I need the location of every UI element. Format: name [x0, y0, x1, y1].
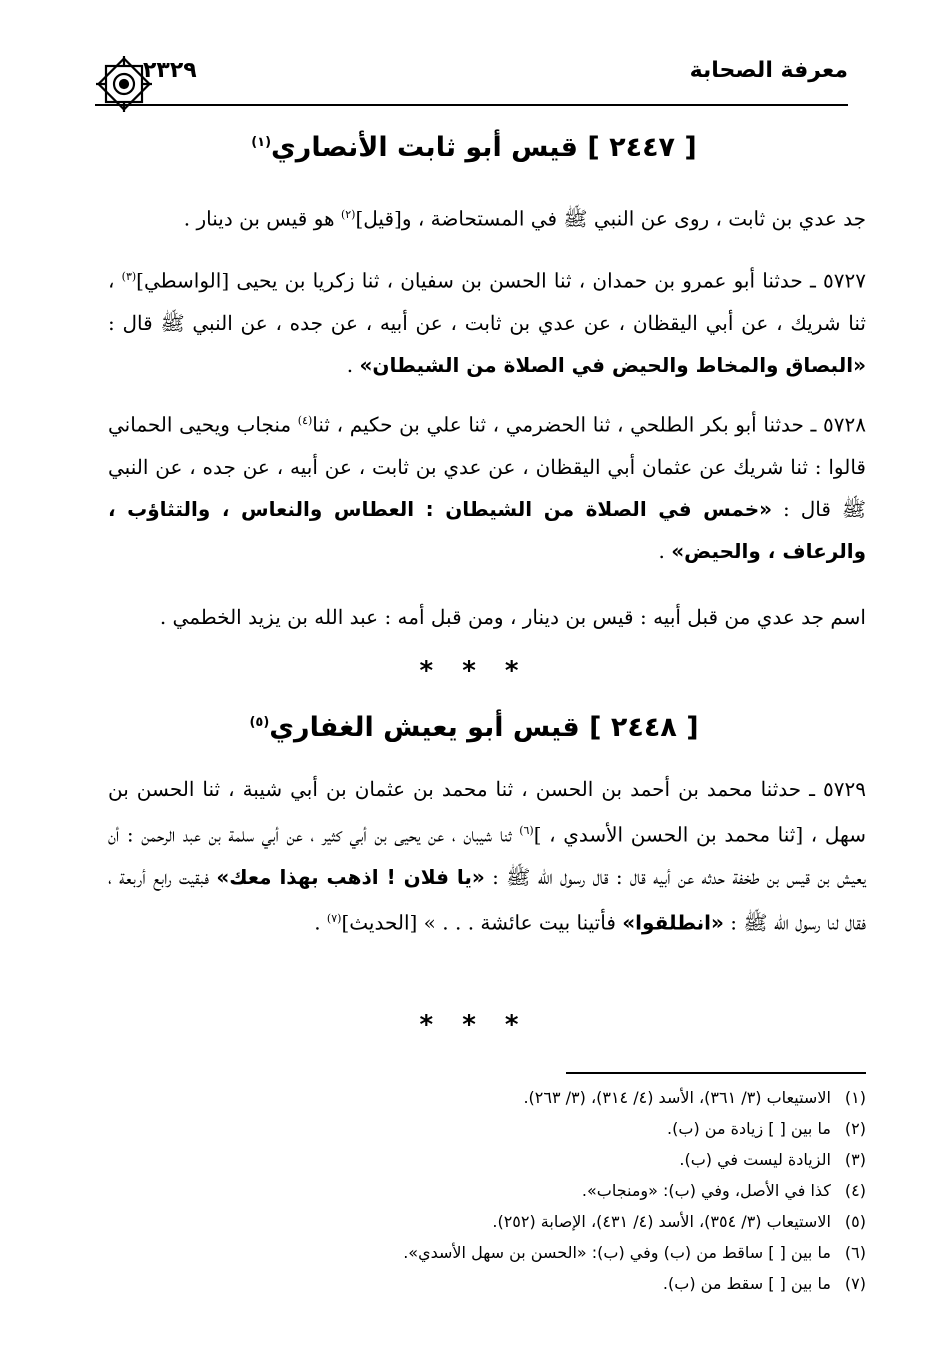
entry-title-text: [ ٢٤٤٨ ] قيس أبو يعيش الغفاري: [269, 712, 699, 743]
footnote-ref[interactable]: (٧): [326, 911, 342, 925]
hadith-text: «انطلقوا»: [622, 910, 724, 935]
footnote-item: [108, 1237, 866, 1268]
entry-title-2447: [100, 132, 848, 163]
footnote-number: (٢): [844, 1119, 866, 1138]
footnote-number: (٦): [844, 1243, 866, 1262]
footnote-text: ما بين [ ] ساقط من (ب) وفي (ب): «الحسن بن سهل الأسدي».: [403, 1243, 831, 1262]
hadith-5727: [108, 256, 866, 386]
footnote-number: (٤): [844, 1181, 866, 1200]
punctuation: .: [346, 352, 360, 377]
punctuation: .: [658, 538, 672, 563]
footnote-divider: [566, 1072, 866, 1074]
hadith-narration: فبقيت رابع أربعة ، فقال لنا رسول الله ﷺ :: [108, 864, 866, 935]
page-number: ٢٣٢٩: [143, 58, 197, 83]
footnote-item: [108, 1113, 866, 1144]
hadith-text: «يا فلان ! اذهب بهذا معك»: [216, 864, 485, 889]
section-separator: * * *: [419, 656, 529, 686]
footnote-text: الزيادة ليست في (ب).: [679, 1150, 831, 1169]
footnote-ref[interactable]: (٤): [297, 414, 313, 427]
footnote-ref[interactable]: (٦): [519, 824, 534, 837]
hadith-text: «خمس في الصلاة من الشيطان : العطاس والنعاس ، والتثاؤب ، والرعاف ، والحيض»: [108, 496, 866, 563]
footnote-text: الاستيعاب (٣/ ٣٥٤)، الأسد (٤/ ٤٣١)، الإصابة (٢٥٢).: [492, 1212, 831, 1231]
footnote-ref[interactable]: (٣): [121, 270, 137, 283]
running-title: معرفة الصحابة: [689, 58, 848, 83]
entry-closing-note: اسم جد عدي من قبل أبيه : قيس بن دينار ، ومن قبل أمه : عبد الله بن يزيد الخطمي .: [159, 605, 866, 629]
hadith-narration-end: فأتينا بيت عائشة . . . » [الحديث]: [341, 910, 623, 935]
footnotes-list: [108, 1082, 866, 1299]
section-separator: * * *: [419, 1010, 529, 1040]
footnote-text: كذا في الأصل، وفي (ب): «ومنجاب».: [581, 1181, 831, 1200]
footnote-ref[interactable]: (٢): [340, 208, 356, 221]
page-header: [95, 58, 848, 106]
entry-intro: [108, 194, 866, 240]
footnote-number: (٣): [844, 1150, 866, 1169]
ornament-icon: [92, 52, 156, 116]
footnote-item: [108, 1144, 866, 1175]
footnote-item: [108, 1268, 866, 1299]
footnote-text: ما بين [ ] سقط من (ب).: [662, 1274, 831, 1293]
footnote-text: الاستيعاب (٣/ ٣٦١)، الأسد (٤/ ٣١٤)، (٣/ ٢٦٣).: [523, 1088, 831, 1107]
footnote-number: (٧): [844, 1274, 866, 1293]
footnote-number: (٥): [844, 1212, 866, 1231]
hadith-chain-cont: ثنا شيبان ، عن يحيى بن أبي كثير ، عن أبي سلمة بن عبد الرحمن : أن يعيش بن قيس بن طخفة حدثه عن أبيه قال : قال رسول الله ﷺ :: [108, 822, 866, 889]
hadith-chain: ٥٧٢٧ ـ حدثنا أبو عمرو بن حمدان ، ثنا الحسن بن سفيان ، ثنا زكريا بن يحيى [الواسطي]: [136, 268, 866, 293]
footnote-ref[interactable]: (١): [251, 135, 272, 150]
hadith-chain-cont: ، ثنا شريك ، عن أبي اليقظان ، عن عدي بن ثابت ، عن أبيه ، عن جده ، عن النبي ﷺ قال :: [108, 268, 866, 335]
hadith-5728: [108, 400, 866, 572]
hadith-text: «البصاق والمخاط والحيض في الصلاة من الشيطان»: [359, 352, 866, 377]
hadith-chain: ٥٧٢٨ ـ حدثنا أبو بكر الطلحي ، ثنا الحضرمي ، ثنا علي بن حكيم ، ثنا: [312, 412, 866, 437]
footnote-item: [108, 1206, 866, 1237]
footnote-item: [108, 1082, 866, 1113]
punctuation: .: [314, 910, 327, 935]
hadith-chain-cont: منجاب ويحيى الحماني قالوا : ثنا شريك عن عثمان أبي اليقظان ، عن عدي بن ثابت ، عن أبيه ، عن جده ، عن النبي ﷺ قال :: [108, 412, 866, 521]
footnote-number: (١): [844, 1088, 866, 1107]
footnote-text: ما بين [ ] زيادة من (ب).: [667, 1119, 831, 1138]
hadith-5729: [108, 768, 866, 943]
footnote-item: [108, 1175, 866, 1206]
entry-title-2448: [100, 712, 848, 743]
footnote-ref[interactable]: (٥): [249, 715, 270, 730]
intro-text: جد عدي بن ثابت ، روى عن النبي ﷺ في المستحاضة ، و[قيل]: [355, 206, 866, 231]
intro-text-end: هو قيس بن دينار .: [183, 206, 341, 231]
entry-title-text: [ ٢٤٤٧ ] قيس أبو ثابت الأنصاري: [271, 132, 697, 163]
hadith-chain: ٥٧٢٩ ـ حدثنا محمد بن أحمد بن الحسن ، ثنا محمد بن عثمان بن أبي شيبة ، ثنا الحسن بن سهل ، [ثنا محمد بن الحسن الأسدي ، ]: [108, 777, 866, 847]
